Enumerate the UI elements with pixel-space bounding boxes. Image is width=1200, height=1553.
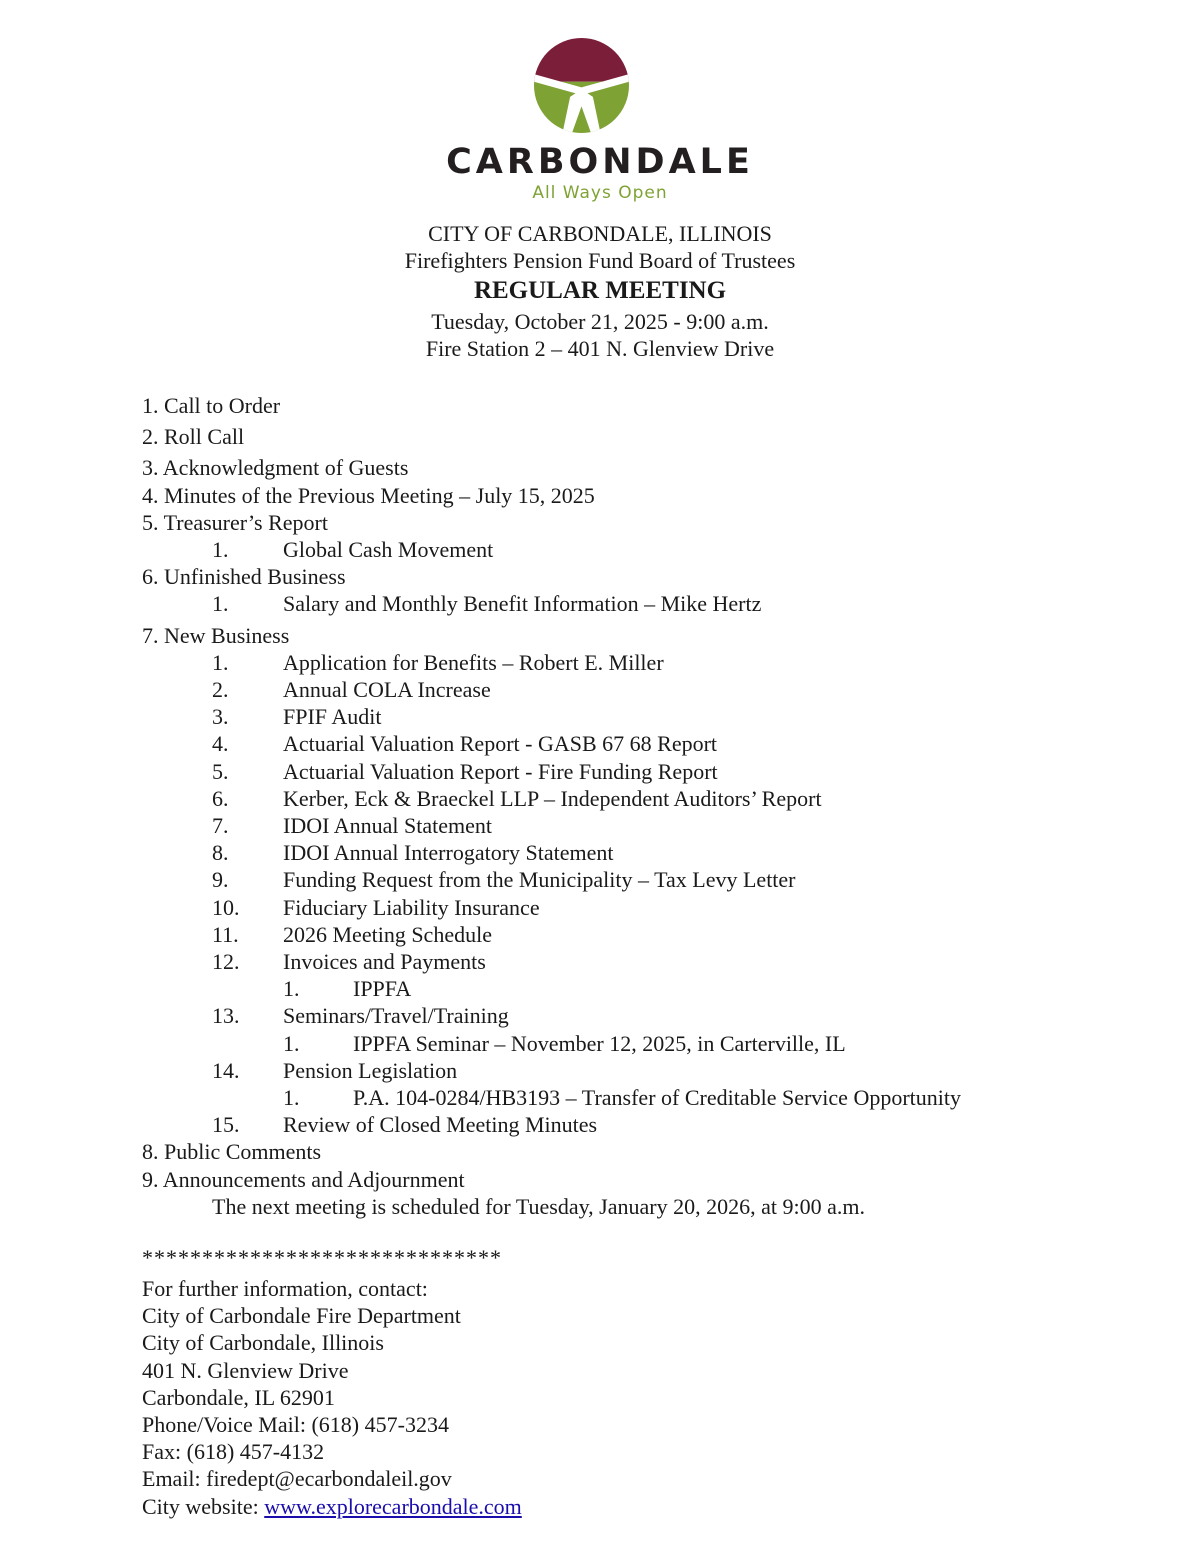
agenda-subitem — [142, 758, 1142, 785]
agenda-item: 2. Roll Call — [142, 424, 245, 450]
agenda-subitem — [142, 921, 1142, 948]
board-name: Firefighters Pension Fund Board of Trustees — [404, 248, 796, 273]
agenda-item: 5. Treasurer’s Report — [142, 509, 328, 535]
agenda-subitem — [142, 1057, 1142, 1084]
agenda-item: 9. Announcements and Adjournment — [142, 1166, 465, 1192]
website-link[interactable]: www.explorecarbondale.com — [264, 1493, 522, 1519]
contact-fax: Fax: (618) 457-4132 — [142, 1439, 325, 1465]
subitem-text: Seminars/Travel/Training — [283, 1003, 509, 1029]
contact-block — [142, 1275, 522, 1520]
agenda-item: 3. Acknowledgment of Guests — [142, 455, 409, 481]
subitem-number: 4. — [212, 731, 229, 757]
subitem-text: IDOI Annual Statement — [283, 813, 492, 839]
agenda-subitem — [142, 866, 1142, 893]
subitem-text: P.A. 104-0284/HB3193 – Transfer of Creditable Service Opportunity — [353, 1085, 961, 1111]
contact-phone: Phone/Voice Mail: (618) 457-3234 — [142, 1412, 449, 1438]
agenda-item: 6. Unfinished Business — [142, 564, 346, 590]
agenda-item: 8. Public Comments — [142, 1139, 322, 1165]
subitem-number: 3. — [212, 704, 229, 730]
agenda-subitem — [142, 1111, 1142, 1138]
contact-website-line — [142, 1493, 522, 1520]
subitem-number: 14. — [212, 1057, 240, 1083]
contact-citystate: Carbondale, IL 62901 — [142, 1384, 335, 1410]
subitem-text: Actuarial Valuation Report - GASB 67 68 Report — [283, 731, 718, 757]
meeting-location: Fire Station 2 – 401 N. Glenview Drive — [425, 336, 775, 361]
subitem-number: 12. — [212, 949, 240, 975]
agenda-list — [142, 392, 1142, 1220]
agenda-subsubitem — [142, 975, 1142, 1002]
agenda-subitem — [142, 1002, 1142, 1029]
contact-city: City of Carbondale, Illinois — [142, 1330, 384, 1356]
subitem-text: IPPFA — [353, 976, 412, 1002]
subitem-number: 1. — [212, 591, 229, 617]
agenda-subitem — [142, 812, 1142, 839]
meeting-datetime: Tuesday, October 21, 2025 - 9:00 a.m. — [431, 309, 769, 334]
agenda-item: 7. New Business — [142, 622, 290, 648]
subitem-text: Funding Request from the Municipality – Tax Levy Letter — [283, 867, 796, 893]
contact-intro: For further information, contact: — [142, 1276, 428, 1301]
agenda-subitem — [142, 536, 1142, 563]
subitem-text: Salary and Monthly Benefit Information – Mike Hertz — [283, 591, 762, 617]
subitem-number: 10. — [212, 894, 240, 920]
city-name: CITY OF CARBONDALE, ILLINOIS — [428, 221, 772, 246]
subitem-text: FPIF Audit — [283, 704, 382, 730]
agenda-subitem — [142, 676, 1142, 703]
meeting-header — [0, 220, 1200, 362]
subitem-number: 15. — [212, 1112, 240, 1138]
subitem-text: Actuarial Valuation Report - Fire Funding Report — [283, 758, 718, 784]
subitem-text: Pension Legislation — [283, 1057, 458, 1083]
agenda-subitem — [142, 649, 1142, 676]
subitem-text: Kerber, Eck & Braeckel LLP – Independent Auditors’ Report — [283, 785, 822, 811]
separator: ****************************** — [142, 1245, 502, 1270]
agenda-subitem — [142, 948, 1142, 975]
subitem-text: 2026 Meeting Schedule — [283, 921, 492, 947]
subitem-number: 9. — [212, 867, 229, 893]
agenda-subitem — [142, 590, 1142, 617]
agenda-subsubitem — [142, 1084, 1142, 1111]
agenda-subsubitem — [142, 1030, 1142, 1057]
subitem-text: Invoices and Payments — [283, 949, 486, 975]
agenda-item: 1. Call to Order — [142, 393, 281, 418]
subitem-text: IDOI Annual Interrogatory Statement — [283, 840, 614, 866]
agenda-subitem — [142, 703, 1142, 730]
subitem-text: Global Cash Movement — [283, 537, 494, 563]
logo-tagline: All Ways Open — [532, 183, 668, 203]
subitem-text: Application for Benefits – Robert E. Miller — [283, 649, 664, 675]
agenda-subitem — [142, 785, 1142, 812]
subitem-text: Fiduciary Liability Insurance — [283, 894, 540, 920]
subitem-number: 5. — [212, 758, 229, 784]
logo-wordmark: CARBONDALE — [446, 142, 754, 182]
subitem-number: 1. — [212, 649, 229, 675]
subitem-number: 11. — [212, 921, 239, 947]
subitem-number: 7. — [212, 813, 229, 839]
subitem-number: 13. — [212, 1003, 240, 1029]
agenda-subitem — [142, 730, 1142, 757]
website-label: City website: — [142, 1493, 265, 1519]
contact-dept: City of Carbondale Fire Department — [142, 1303, 461, 1329]
contact-email: Email: firedept@ecarbondaleil.gov — [142, 1466, 452, 1492]
subitem-number: 1. — [212, 537, 229, 563]
agenda-subitem — [142, 839, 1142, 866]
subitem-number: 8. — [212, 840, 229, 866]
agenda-item: 4. Minutes of the Previous Meeting – July 15, 2025 — [142, 482, 595, 508]
subitem-text: Review of Closed Meeting Minutes — [283, 1112, 598, 1138]
subitem-number: 2. — [212, 677, 229, 703]
subitem-number: 1. — [283, 1030, 300, 1056]
carbondale-logo-icon — [534, 38, 629, 133]
subitem-text: Annual COLA Increase — [283, 677, 491, 703]
agenda-subitem — [142, 894, 1142, 921]
subitem-number: 1. — [283, 1085, 300, 1111]
subitem-text: IPPFA Seminar – November 12, 2025, in Carterville, IL — [353, 1030, 846, 1056]
subitem-number: 6. — [212, 785, 229, 811]
meeting-type: REGULAR MEETING — [473, 277, 727, 304]
next-meeting-note: The next meeting is scheduled for Tuesday, January 20, 2026, at 9:00 a.m. — [212, 1193, 865, 1219]
subitem-number: 1. — [283, 976, 300, 1002]
contact-street: 401 N. Glenview Drive — [142, 1357, 349, 1383]
